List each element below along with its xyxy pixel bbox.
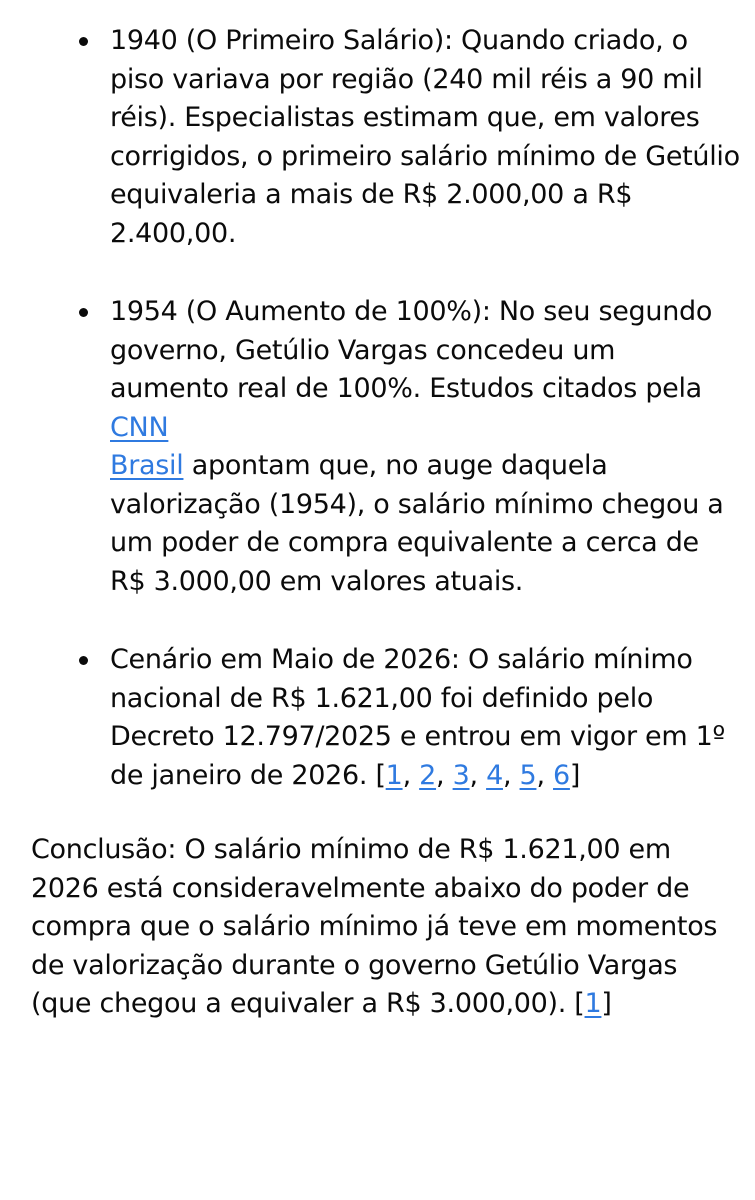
bullet-list	[0, 22, 755, 795]
citation-bracket-open: [	[574, 988, 585, 1019]
bullet-icon	[79, 656, 88, 665]
bullet-icon	[79, 37, 88, 46]
article-content	[0, 22, 755, 1051]
citation-separator: ,	[436, 759, 453, 791]
conclusion-citation-link-1[interactable]: 1	[584, 988, 602, 1019]
citation-link-1[interactable]: 1	[385, 759, 403, 791]
citation-separator: ,	[536, 759, 554, 791]
citation-link-4[interactable]: 4	[486, 759, 503, 791]
citation-bracket-close: ]	[601, 988, 612, 1019]
conclusion-text: Conclusão: O salário mínimo de R$ 1.621,00 em 2026 está consideravelmente abaixo do poder de compra que o salário mínimo já teve em momentos de valorização durante o governo Getúlio Vargas (que chegou a equivaler a R$ 3.000,00).	[31, 834, 718, 1019]
list-item-1954	[0, 293, 755, 601]
citation-separator: ,	[402, 759, 420, 791]
citation-link-2[interactable]: 2	[419, 759, 437, 791]
item-1954-text-after: apontam que, no auge daquela valorização (1954), o salário mínimo chegou a um poder de compra equivalente a cerca de R$ 3.000,00 em valores atuais.	[110, 450, 724, 597]
citation-bracket-close: ]	[569, 759, 581, 791]
citation-link-3[interactable]: 3	[452, 759, 470, 791]
item-2026-text: Cenário em Maio de 2026: O salário mínimo nacional de R$ 1.621,00 foi definido pelo Decreto 12.797/2025 e entrou em vigor em 1º de janeiro de 2026.	[110, 644, 725, 791]
cnn-brasil-link-part2[interactable]: Brasil	[110, 450, 184, 481]
cnn-brasil-link[interactable]	[110, 412, 183, 482]
cnn-brasil-link-part1[interactable]: CNN	[110, 411, 169, 443]
citation-link-6[interactable]: 6	[553, 759, 570, 791]
item-1954-text-before: 1954 (O Aumento de 100%): No seu segundo governo, Getúlio Vargas concedeu um aumento real de 100%. Estudos citados pela	[110, 296, 713, 404]
conclusion-paragraph	[0, 831, 755, 1024]
item-1940-text: 1940 (O Primeiro Salário): Quando criado, o piso variava por região (240 mil réis a 90 mil réis). Especialistas estimam que, em valores corrigidos, o primeiro salário mínimo de Getúlio equivaleria a mais de R$ 2.000,00 a R$ 2.400,00.	[110, 25, 740, 249]
citation-link-5[interactable]: 5	[519, 759, 537, 791]
citation-separator: ,	[502, 759, 520, 791]
citation-separator: ,	[469, 759, 487, 791]
bullet-icon	[79, 308, 88, 317]
list-item-1940	[0, 22, 755, 253]
list-item-2026	[0, 641, 755, 795]
citation-bracket-open: [	[375, 759, 386, 791]
